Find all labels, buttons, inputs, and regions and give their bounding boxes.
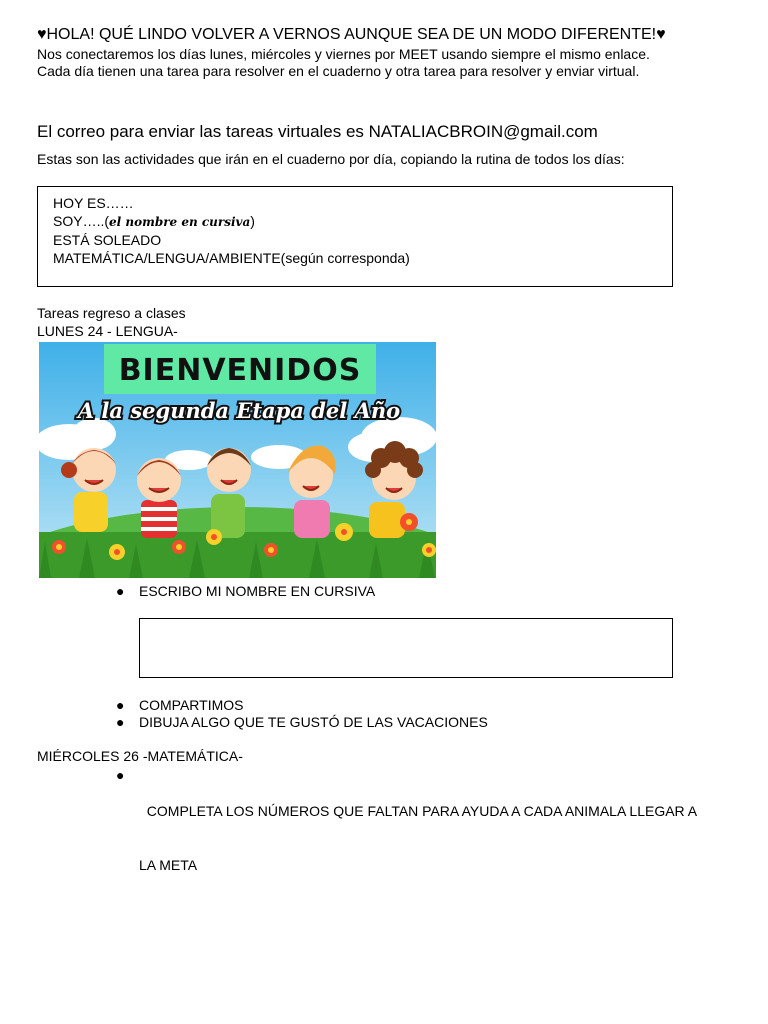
routine-line-4: MATEMÁTICA/LENGUA/AMBIENTE(según corresponda) — [53, 250, 410, 266]
name-writing-box[interactable] — [139, 618, 673, 678]
monday-heading: LUNES 24 - LENGUA- — [37, 323, 178, 339]
bullet-icon: ● — [116, 583, 125, 599]
back-to-school-label: Tareas regreso a clases — [37, 305, 186, 321]
activities-intro: Estas son las actividades que irán en el cuaderno por día, copiando la rutina de todos los días: — [37, 151, 625, 167]
intro-line-2: Cada día tienen una tarea para resolver en el cuaderno y otra tarea para resolver y enviar virtual. — [37, 63, 640, 79]
routine-line-1: HOY ES…… — [53, 195, 134, 211]
banner-title: BIENVENIDOS — [118, 353, 362, 388]
intro-text — [37, 46, 650, 80]
wednesday-item-1 — [139, 766, 739, 892]
routine-cursive-note: el nombre en cursiva — [109, 215, 251, 229]
bullet-icon: ● — [116, 714, 125, 730]
wednesday-heading: MIÉRCOLES 26 -MATEMÁTICA- — [37, 748, 243, 764]
page-title: ♥HOLA! QUÉ LINDO VOLVER A VERNOS AUNQUE SEA DE UN MODO DIFERENTE!♥ — [37, 26, 666, 43]
bullet-icon: ● — [116, 767, 125, 783]
routine-line-3: ESTÁ SOLEADO — [53, 232, 162, 248]
email-line: El correo para enviar las tareas virtuales es NATALIACBROIN@gmail.com — [37, 122, 598, 141]
welcome-banner-image — [39, 342, 436, 578]
wednesday-item-line-2: LA META — [139, 857, 198, 873]
intro-line-1: Nos conectaremos los días lunes, miércoles y viernes por MEET usando siempre el mismo enlace. — [37, 46, 650, 62]
welcome-banner-illustration — [39, 342, 436, 578]
wednesday-item-line-1: COMPLETA LOS NÚMEROS QUE FALTAN PARA AYUDA A CADA ANIMALA LLEGAR A — [139, 803, 698, 819]
monday-item-1: ESCRIBO MI NOMBRE EN CURSIVA — [139, 583, 376, 599]
routine-line-2 — [53, 212, 672, 231]
monday-item-2: COMPARTIMOS — [139, 697, 244, 713]
routine-line-2-prefix: SOY…..( — [53, 213, 110, 229]
routine-box — [37, 186, 673, 287]
monday-item-3: DIBUJA ALGO QUE TE GUSTÓ DE LAS VACACIONES — [139, 714, 488, 730]
banner-subtitle: A la segunda Etapa del Año — [77, 398, 401, 423]
routine-line-2-suffix: ) — [250, 213, 255, 229]
bullet-icon: ● — [116, 697, 125, 713]
